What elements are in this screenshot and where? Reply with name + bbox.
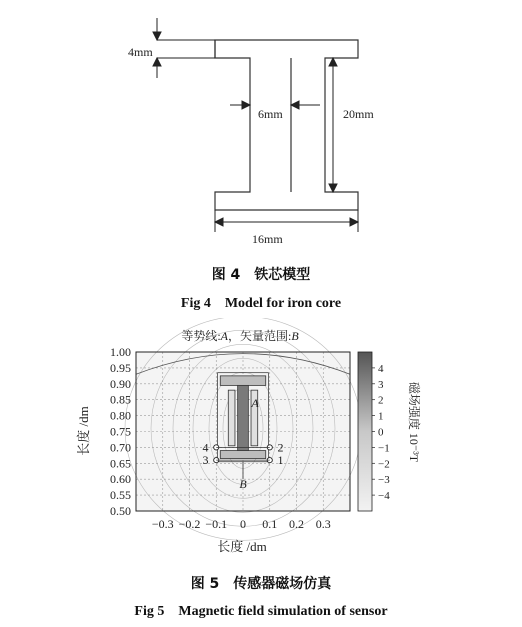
annotation-label: 1 — [277, 453, 284, 468]
x-tick-label: 0.1 — [262, 517, 278, 531]
y-tick-label: 0.85 — [110, 392, 131, 407]
colorbar-tick-label: 3 — [378, 378, 384, 391]
fig4-caption-en: Fig 4 Model for iron core — [180, 296, 342, 311]
colorbar-tick-label: −2 — [378, 458, 390, 471]
y-tick-label: 0.55 — [110, 488, 131, 503]
annotation-label: 2 — [277, 440, 284, 455]
dim-core-width-label: 16mm — [252, 232, 283, 246]
colorbar-tick-label: 0 — [378, 426, 384, 439]
dim-web-width-label: 6mm — [258, 107, 283, 121]
y-tick-label: 0.50 — [110, 504, 131, 518]
x-axis-label: 长度 /dm — [217, 539, 267, 554]
colorbar-tick-label: 1 — [378, 410, 384, 423]
y-tick-label: 1.00 — [110, 345, 131, 359]
fig5-caption-cn: 图 5 传感器磁场仿真 — [190, 576, 332, 592]
colorbar-tick-label: 2 — [378, 394, 384, 407]
colorbar-tick-label: −3 — [378, 474, 390, 487]
chart-title: 等势线:A，矢量范围:B — [181, 329, 299, 343]
colorbar — [358, 352, 372, 511]
x-tick-label: 0 — [240, 517, 246, 531]
coil-left — [228, 390, 235, 446]
colorbar-tick-label: −4 — [378, 490, 390, 503]
colorbar-tick-label: 4 — [378, 362, 384, 375]
y-axis-label: 长度 /dm — [76, 406, 91, 456]
core-bottom-flange — [220, 451, 265, 459]
y-tick-label: 0.65 — [110, 456, 131, 471]
fig5-caption-en: Fig 5 Magnetic field simulation of sensor — [134, 604, 388, 619]
y-tick-label: 0.70 — [110, 440, 131, 455]
dim-window-height — [329, 58, 337, 192]
dim-flange-height — [153, 18, 215, 78]
colorbar-tick-label: −1 — [378, 442, 390, 455]
core-top-flange — [220, 376, 265, 386]
x-tick-label: −0.3 — [151, 517, 174, 531]
y-tick-label: 0.90 — [110, 376, 131, 391]
dim-core-width — [215, 210, 358, 232]
x-tick-label: 0.2 — [289, 517, 304, 531]
iron-core-diagram — [0, 0, 522, 300]
dim-flange-height-label: 4mm — [128, 45, 153, 59]
dim-window-height-label: 20mm — [343, 107, 374, 121]
x-tick-label: −0.1 — [205, 517, 228, 531]
y-tick-label: 0.95 — [110, 360, 131, 375]
core-web — [238, 385, 249, 450]
annotation-label: 3 — [202, 453, 209, 468]
colorbar-label: 磁场强度 10⁻³T — [407, 381, 421, 463]
fig4-caption-cn: 图 4 铁芯模型 — [211, 267, 311, 283]
x-tick-label: −0.2 — [178, 517, 201, 531]
field-simulation-chart — [0, 318, 522, 568]
y-tick-label: 0.80 — [110, 408, 131, 423]
y-tick-label: 0.60 — [110, 472, 131, 487]
x-tick-label: 0.3 — [315, 517, 331, 531]
y-tick-label: 0.75 — [110, 424, 131, 439]
annotation-label: B — [239, 476, 247, 491]
annotation-label: A — [251, 395, 259, 410]
annotation-label: 4 — [202, 440, 209, 455]
